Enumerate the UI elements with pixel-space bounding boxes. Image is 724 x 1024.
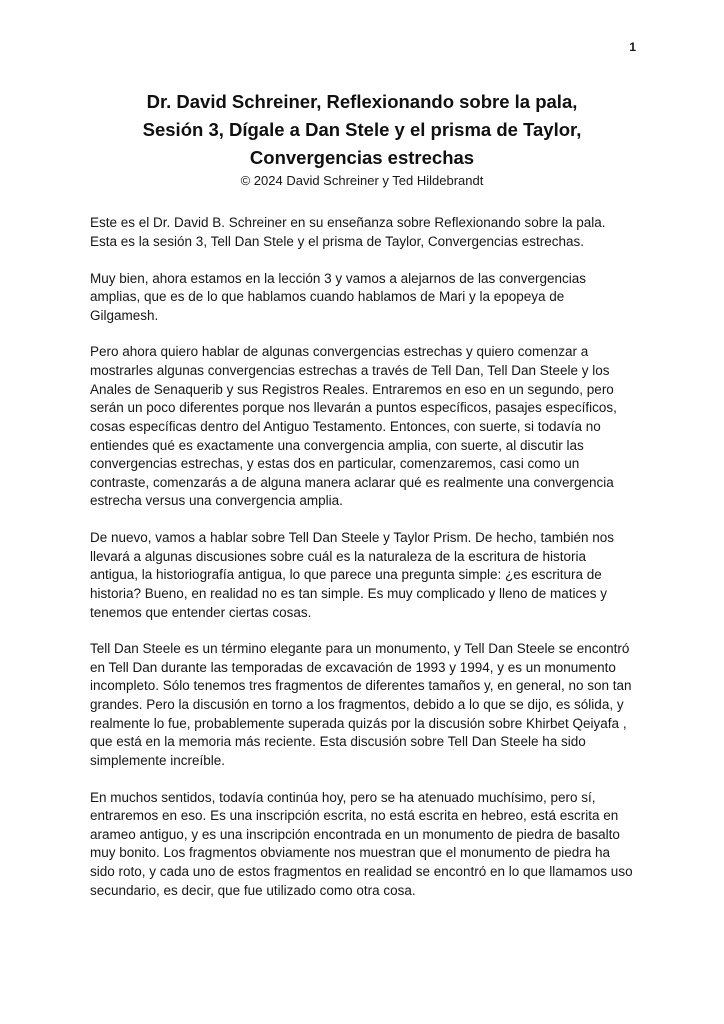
paragraph-4: De nuevo, vamos a hablar sobre Tell Dan Steele y Taylor Prism. De hecho, también nos llevará a algunas discusiones sobre cuál es la naturaleza de la escritura de historia antigua, la historiografía antigua, lo que parece una pregunta simple: ¿es escritura de historia? Bueno, en realidad no es tan simple. Es muy complicado y lleno de matices y tenemos que entender ciertas cosas. <box>90 530 615 620</box>
document-body <box>90 214 636 900</box>
copyright-line: © 2024 David Schreiner y Ted Hildebrandt <box>240 173 484 189</box>
paragraph-2: Muy bien, ahora estamos en la lección 3 y vamos a alejarnos de las convergencias amplias, que es de lo que hablamos cuando hablamos de Mari y la epopeya de Gilgamesh. <box>90 270 587 323</box>
title-line-2: Sesión 3, Dígale a Dan Stele y el prisma de Taylor, <box>142 118 582 140</box>
title-line-3: Convergencias estrechas <box>249 146 475 168</box>
paragraph-5: Tell Dan Steele es un término elegante para un monumento, y Tell Dan Steele se encontró en Tell Dan durante las temporadas de excavación de 1993 y 1994, y es un monumento incompleto. Sólo tenemos tres fragmentos de diferentes tamaños y, en general, no son tan grandes. Pero la discusión en torno a los fragmentos, debido a lo que se dijo, es sólida, y realmente lo fue, probablemente superada quizás por la discusión sobre Khirbet Qeiyafa , que está en la memoria más reciente. Esta discusión sobre Tell Dan Steele ha sido simplemente increíble. <box>90 641 632 768</box>
page-number: 1 <box>629 40 636 54</box>
paragraph-3: Pero ahora quiero hablar de algunas convergencias estrechas y quiero comenzar a mostrarles algunas convergencias estrechas a través de Tell Dan, Tell Dan Steele y los Anales de Senaquerib y sus Registros Reales. Entraremos en eso en un segundo, pero serán un poco diferentes porque nos llevarán a puntos específicos, pasajes específicos, cosas específicas dentro del Antiguo Testamento. Entonces, con suerte, si todavía no entiendes qué es exactamente una convergencia amplia, con suerte, al discutir las convergencias estrechas, y estas dos en particular, comenzaremos, casi como un contraste, comenzarás a de alguna manera aclarar qué es realmente una convergencia estrecha versus una convergencia amplia. <box>90 344 617 509</box>
paragraph-1: Este es el Dr. David B. Schreiner en su enseñanza sobre Reflexionando sobre la pala. Esta es la sesión 3, Tell Dan Stele y el prisma de Taylor, Convergencias estrechas. <box>90 215 606 249</box>
document-title <box>70 88 654 171</box>
paragraph-6: En muchos sentidos, todavía continúa hoy, pero se ha atenuado muchísimo, pero sí, entraremos en eso. Es una inscripción escrita, no está escrita en hebreo, está escrita en arameo antiguo, y es una inscripción encontrada en un monumento de piedra de basalto muy bonito. Los fragmentos obviamente nos muestran que el monumento de piedra ha sido roto, y cada uno de estos fragmentos en realidad se encontró en lo que llamamos uso secundario, es decir, que fue utilizado como otra cosa. <box>90 789 633 898</box>
title-line-1: Dr. David Schreiner, Reflexionando sobre la pala, <box>146 91 578 112</box>
